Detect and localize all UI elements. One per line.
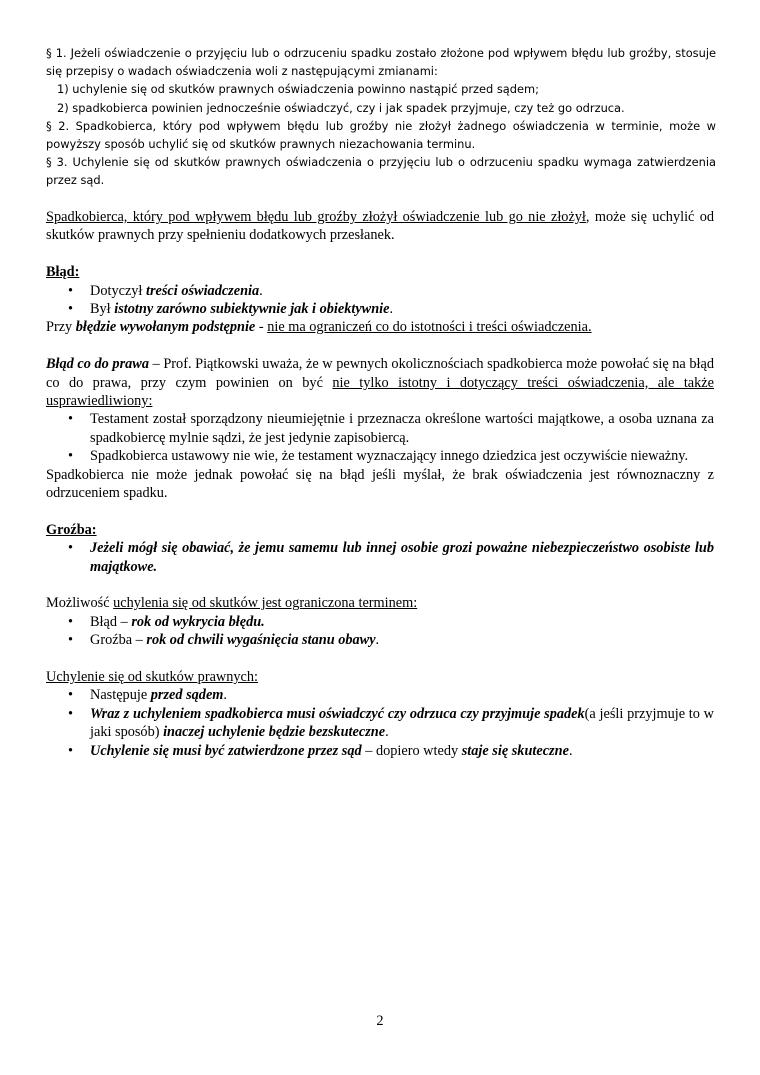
statute-excerpt (46, 44, 716, 190)
blad-prawa-closing: Spadkobierca nie może jednak powołać się na błąd jeśli myślał, że brak oświadczenia jest równoznaczny z odrzuceniem spadku. (46, 466, 714, 502)
page-number: 2 (376, 1013, 384, 1029)
termin-list (46, 613, 714, 650)
list-item: • Jeżeli mógł się obawiać, że jemu samemu lub innej osobie grozi poważne niebezpieczeństwo osobiste lub majątkowe. (68, 540, 714, 575)
uchylenie-list (46, 686, 714, 760)
blad-note: Przy błędzie wywołanym podstępnie - nie ma ograniczeń co do istotności i treści oświadczenia. (46, 319, 592, 336)
list-item: • Następuje przed sądem. (68, 687, 227, 704)
intro-rest: , może się uchylić od skutków prawnych przy spełnieniu dodatkowych przesłanek. (46, 209, 715, 244)
list-item: • Groźba – rok od chwili wygaśnięcia stanu obawy. (68, 632, 380, 649)
blad-prawa-term: Błąd co do prawa (46, 356, 149, 373)
blad-prawa-list (46, 410, 714, 465)
bullet-icon: • (68, 301, 74, 318)
list-item: • Dotyczył treści oświadczenia. (68, 282, 263, 299)
list-item: • Wraz z uchyleniem spadkobierca musi oświadczyć czy odrzuca czy przyjmuje spadek(a jeśli przyjmuje to w jaki sposób) inaczej uchylenie będzie bezskuteczne. (68, 705, 714, 741)
statute-paragraph-1: § 1. Jeżeli oświadczenie o przyjęciu lub o odrzuceniu spadku zostało złożone pod wpływem błędu lub groźby, stosuje się przepisy o wadach oświadczenia woli z następującymi zmianami: (46, 46, 716, 79)
bullet-icon: • (68, 613, 74, 630)
bullet-icon: • (68, 448, 74, 465)
bullet-icon: • (68, 632, 74, 649)
statute-item-1: 1) uchylenie się od skutków prawnych oświadczenia powinno nastąpić przed sądem; (57, 82, 539, 97)
blad-list (46, 282, 714, 319)
grozba-list (46, 539, 714, 576)
uchylenie-heading: Uchylenie się od skutków prawnych: (46, 669, 259, 686)
list-item: • Uchylenie się musi być zatwierdzone przez sąd – dopiero wtedy staje się skuteczne. (68, 742, 573, 759)
commentary (46, 208, 714, 760)
list-item: • Testament został sporządzony nieumiejętnie i przeznacza określone wartości majątkowe, a osoba uznana za spadkobiercę mylnie sądzi, że jest jedynie zapisobiercą. (68, 411, 714, 446)
statute-paragraph-3: § 3. Uchylenie się od skutków prawnych oświadczenia o przyjęciu lub o odrzuceniu spadku wymaga zatwierdzenia przez sąd. (46, 155, 716, 188)
bullet-icon: • (68, 687, 74, 704)
bullet-icon: • (68, 540, 74, 557)
list-item: • Błąd – rok od wykrycia błędu. (68, 613, 265, 630)
blad-prawa-paragraph: Błąd co do prawa – Prof. Piątkowski uważa, że w pewnych okolicznościach spadkobierca może powołać się na błąd co do prawa, przy czym powinien on być nie tylko istotny i dotyczący treści oświadczenia, ale także usprawiedliwiony: (46, 356, 714, 410)
termin-paragraph: Możliwość uchylenia się od skutków jest ograniczona terminem: (46, 595, 418, 612)
intro-paragraph (46, 208, 714, 245)
bullet-icon: • (68, 411, 74, 428)
list-item: • Był istotny zarówno subiektywnie jak i obiektywnie. (68, 301, 394, 318)
bullet-icon: • (68, 742, 74, 759)
list-item: • Spadkobierca ustawowy nie wie, że testament wyznaczający innego dziedzica jest oczywiście nieważny. (68, 448, 689, 465)
blad-heading: Błąd: (46, 264, 80, 281)
bullet-icon: • (68, 282, 74, 299)
intro-underlined: Spadkobierca, który pod wpływem błędu lub groźby złożył oświadczenie lub go nie złożył (46, 209, 586, 225)
grozba-heading: Groźba: (46, 521, 97, 538)
bullet-icon: • (68, 705, 74, 722)
statute-item-2: 2) spadkobierca powinien jednocześnie oświadczyć, czy i jak spadek przyjmuje, czy też go odrzuca. (57, 100, 625, 115)
statute-paragraph-2: § 2. Spadkobierca, który pod wpływem błędu lub groźby nie złożył żadnego oświadczenia w terminie, może w powyższy sposób uchylić się od skutków prawnych niezachowania terminu. (46, 118, 716, 152)
